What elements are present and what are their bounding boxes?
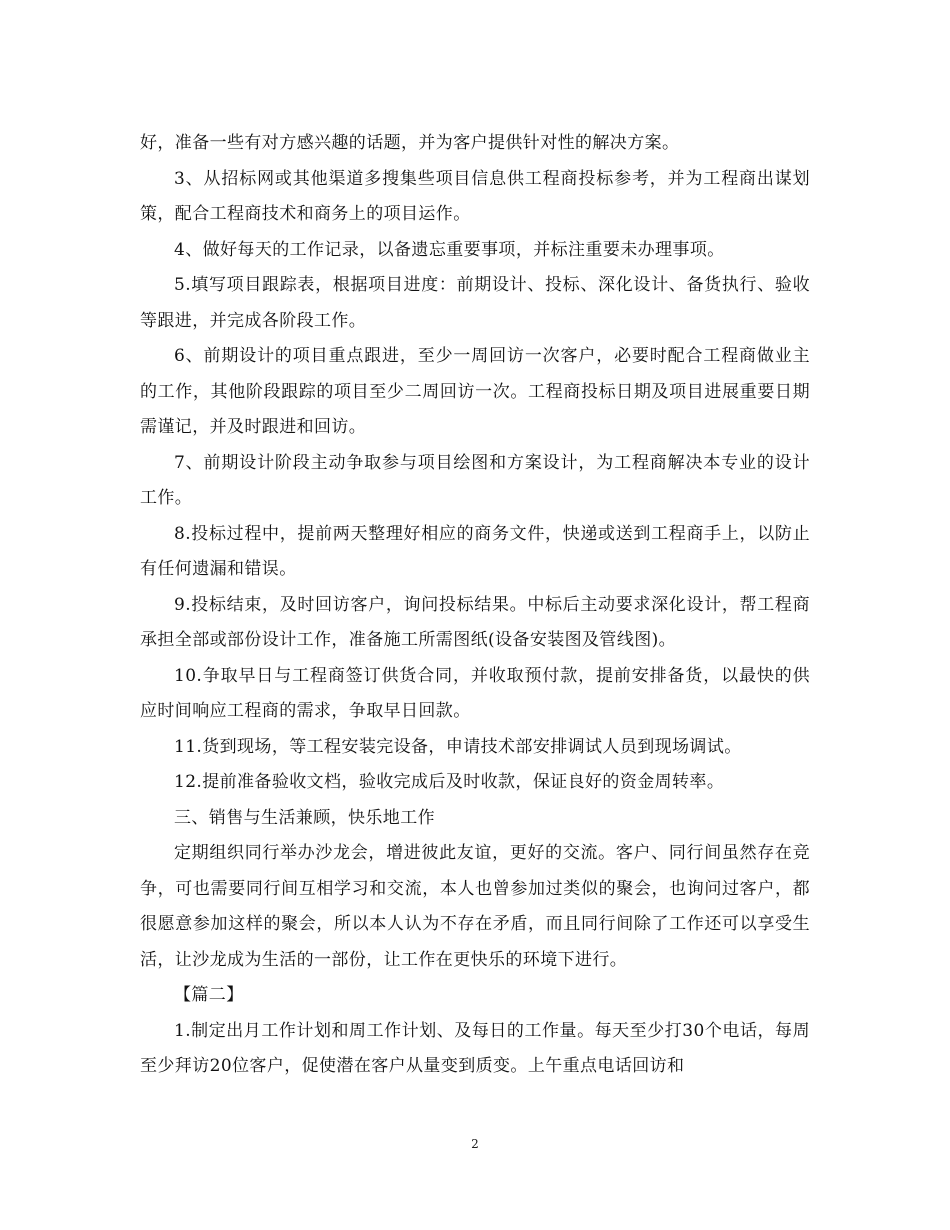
paragraph-item-11: 11.货到现场，等工程安装完设备，申请技术部安排调试人员到现场调试。 [174,736,742,757]
paragraph-item-6: 6、前期设计的项目重点跟进，至少一周回访一次客户，必要时配合工程商做业主的工作，其他阶段跟踪的项目至少二周回访一次。工程商投标日期及项目进展重要日期需谨记，并及时跟进和回访。 [140,346,810,437]
section-heading: 三、销售与生活兼顾，快乐地工作 [174,807,435,828]
paragraph-continued: 好，准备一些有对方感兴趣的话题，并为客户提供针对性的解决方案。 [140,133,680,153]
page-number: 2 [471,1137,479,1151]
paragraph-item-12: 12.提前准备验收文档，验收完成后及时收款，保证良好的资金周转率。 [174,772,725,792]
document-body [140,126,810,1085]
paragraph-plan: 1.制定出月工作计划和周工作计划、及每日的工作量。每天至少打30个电话，每周至少拜访20位客户，促使潜在客户从量变到质变。上午重点电话回访和 [140,1020,810,1076]
chapter-heading: 【篇二】 [174,985,244,1005]
paragraph-item-10: 10.争取早日与工程商签订供货合同，并收取预付款，提前安排备货，以最快的供应时间响应工程商的需求，争取早日回款。 [140,665,810,721]
paragraph-item-3: 3、从招标网或其他渠道多搜集些项目信息供工程商投标参考，并为工程商出谋划策，配合工程商技术和商务上的项目运作。 [140,168,810,224]
paragraph-item-8: 8.投标过程中，提前两天整理好相应的商务文件，快递或送到工程商手上，以防止有任何遗漏和错误。 [140,523,810,579]
paragraph-item-7: 7、前期设计阶段主动争取参与项目绘图和方案设计，为工程商解决本专业的设计工作。 [140,452,810,508]
paragraph-item-9: 9.投标结束，及时回访客户，询问投标结果。中标后主动要求深化设计，帮工程商承担全部或部份设计工作，准备施工所需图纸(设备安装图及管线图)。 [140,594,810,650]
paragraph-item-4: 4、做好每天的工作记录，以备遗忘重要事项，并标注重要未办理事项。 [174,239,725,260]
paragraph-salon: 定期组织同行举办沙龙会，增进彼此友谊，更好的交流。客户、同行间虽然存在竞争，可也需要同行间互相学习和交流，本人也曾参加过类似的聚会，也询问过客户，都很愿意参加这样的聚会，所以本人认为不存在矛盾，而且同行间除了工作还可以享受生活，让沙龙成为生活的一部份，让工作在更快乐的环境下进行。 [140,843,810,970]
paragraph-item-5: 5.填写项目跟踪表，根据项目进度：前期设计、投标、深化设计、备货执行、验收等跟进，并完成各阶段工作。 [140,275,810,331]
